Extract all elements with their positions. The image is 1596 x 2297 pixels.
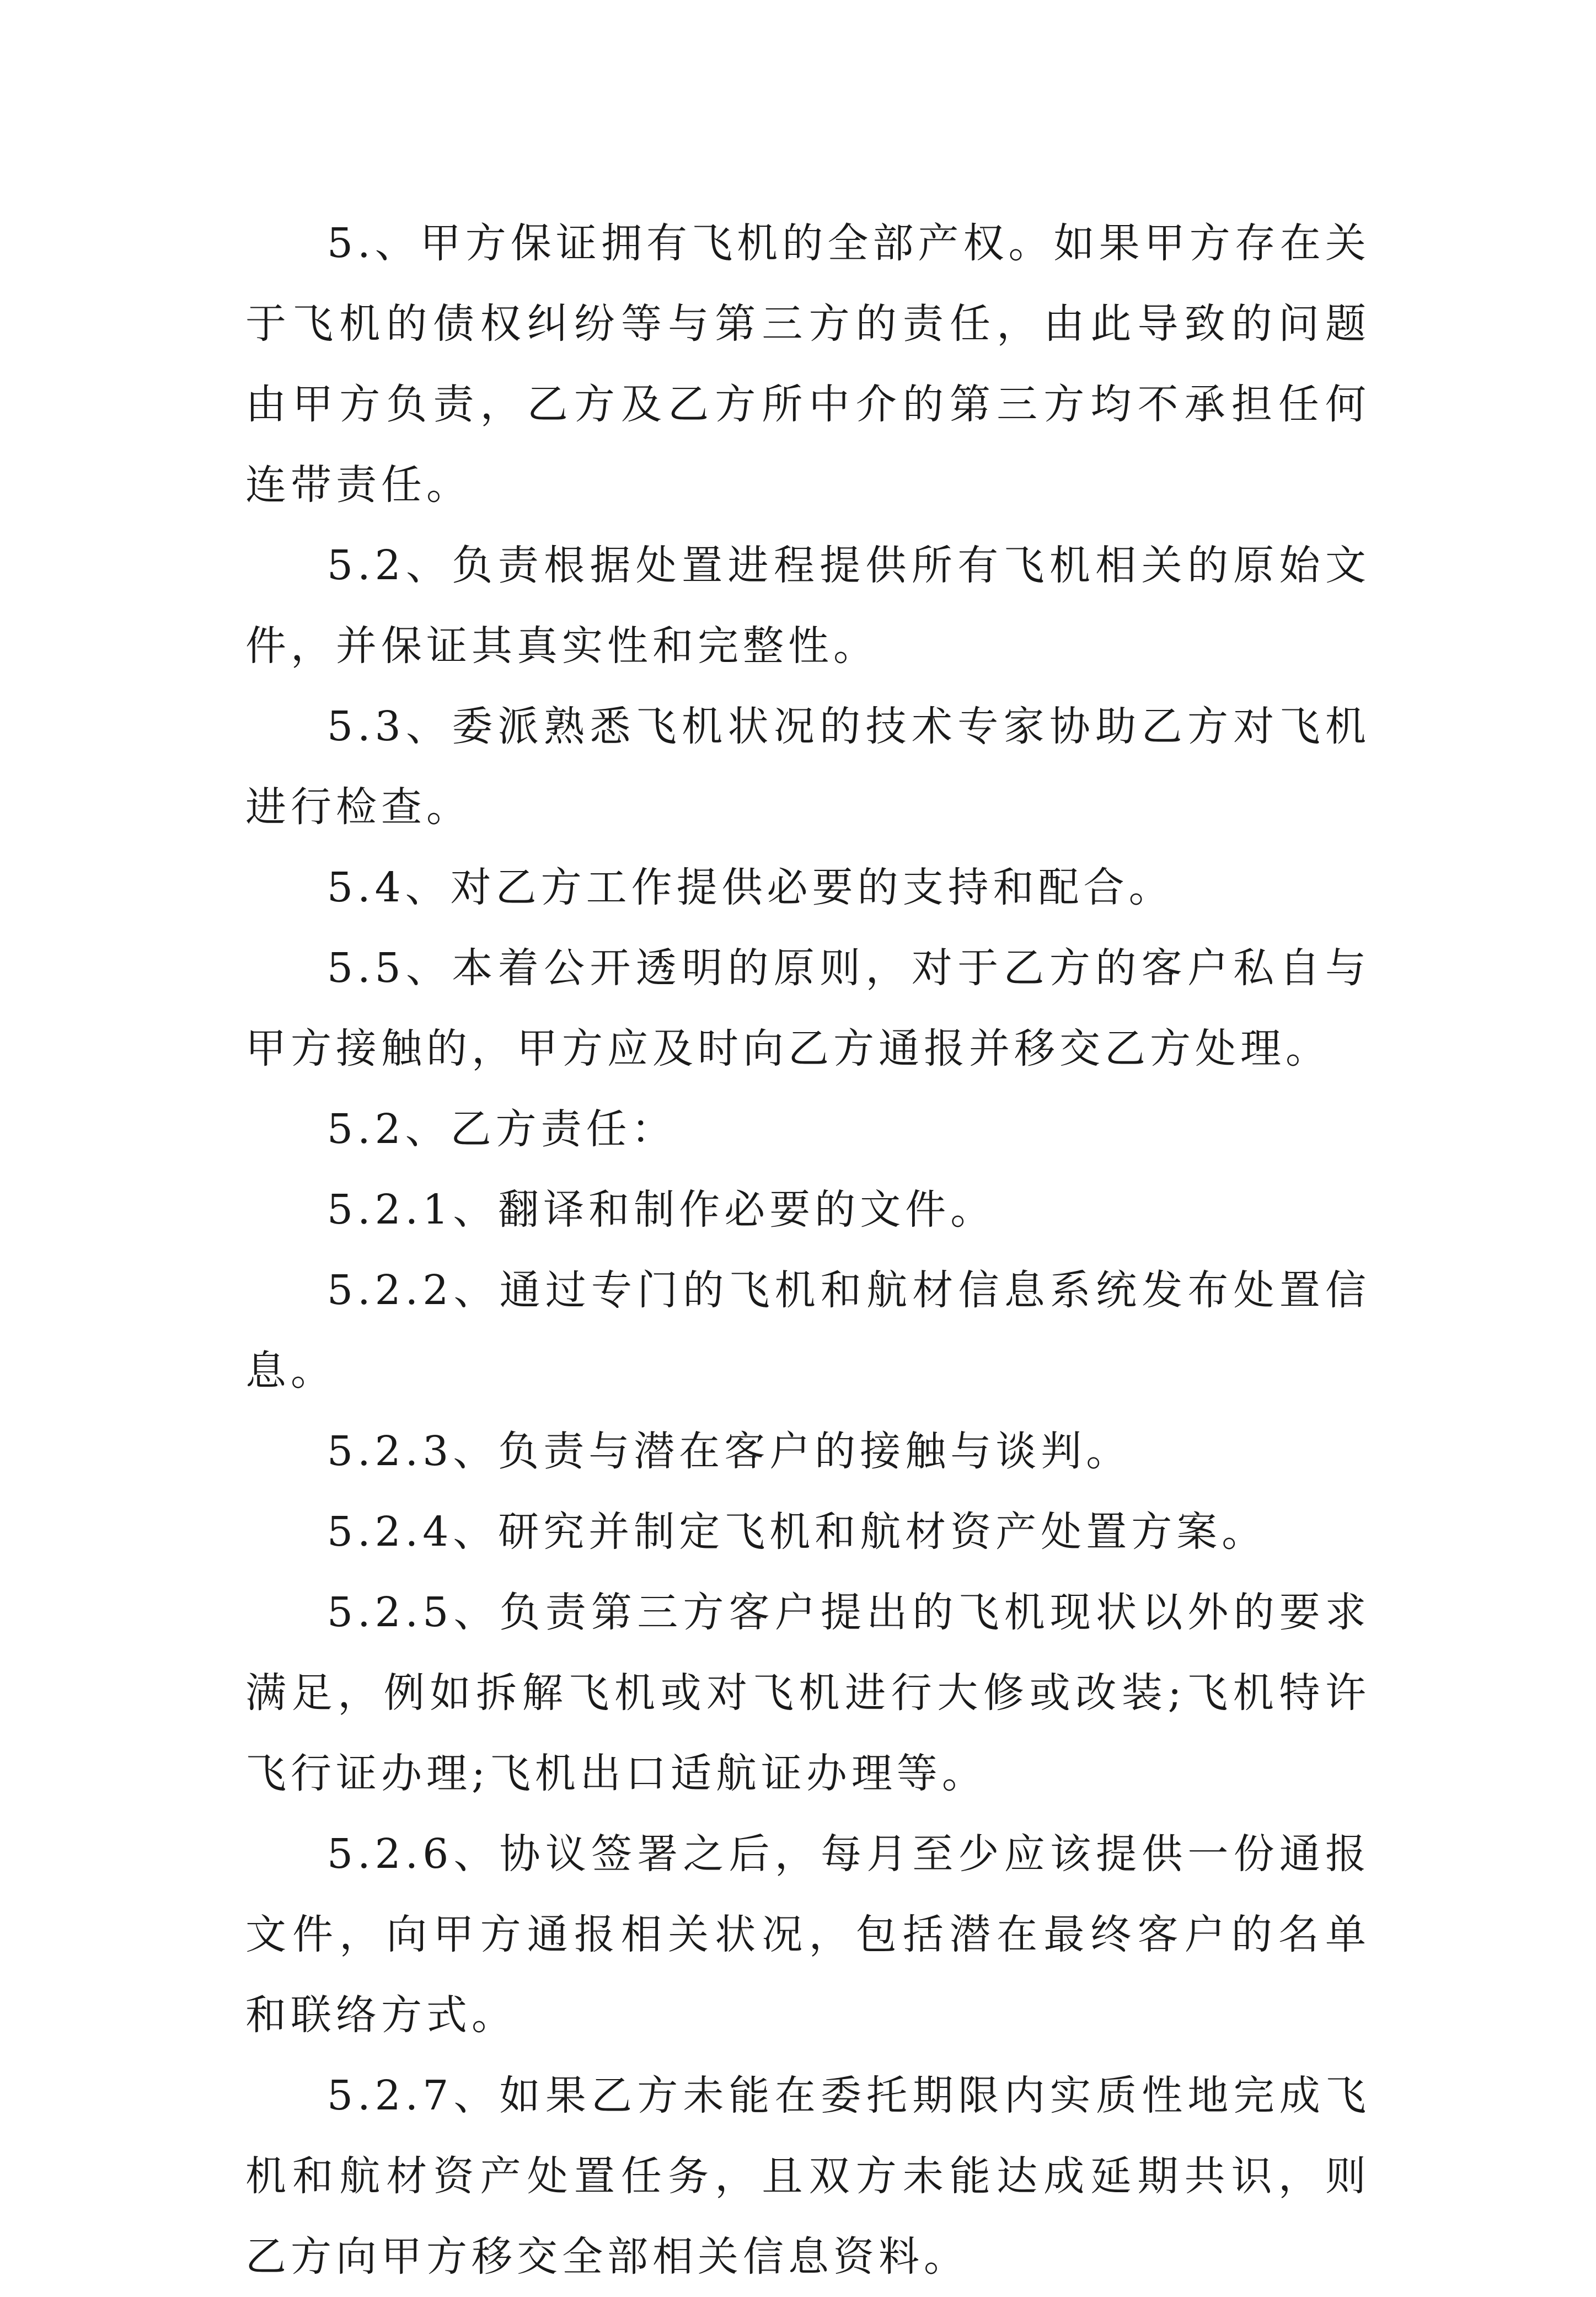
document-body xyxy=(245,203,1370,2297)
paragraph-5-2-6-monthly-report: 5.2.6、协议签署之后，每月至少应该提供一份通报文件，向甲方通报相关状况，包括潜在最终客户的名单和联络方式。 xyxy=(245,1830,1370,2039)
paragraph-5-2-original-documents: 5.2、负责根据处置进程提供所有飞机相关的原始文件，并保证其真实性和完整性。 xyxy=(245,542,1370,670)
paragraph-5-2-4-disposal-plan: 5.2.4、研究并制定飞机和航材资产处置方案。 xyxy=(327,1508,1267,1556)
section-heading-party-b-responsibility: 5.2、乙方责任： xyxy=(327,1105,677,1153)
paragraph-5-5-transparency: 5.5、本着公开透明的原则，对于乙方的客户私自与甲方接触的，甲方应及时向乙方通报并移交乙方处理。 xyxy=(245,944,1370,1072)
paragraph-5-4-support: 5.4、对乙方工作提供必要的支持和配合。 xyxy=(327,864,1174,911)
paragraph-5-3-technical-expert: 5.3、委派熟悉飞机状况的技术专家协助乙方对飞机进行检查。 xyxy=(245,703,1370,831)
paragraph-5-1-party-a-ownership: 5.、甲方保证拥有飞机的全部产权。如果甲方存在关于飞机的债权纠纷等与第三方的责任，由此导致的问题由甲方负责，乙方及乙方所中介的第三方均不承担任何连带责任。 xyxy=(245,220,1370,509)
paragraph-5-2-1-translation: 5.2.1、翻译和制作必要的文件。 xyxy=(327,1186,996,1233)
paragraph-5-2-3-negotiation: 5.2.3、负责与潜在客户的接触与谈判。 xyxy=(327,1428,1132,1475)
paragraph-5-2-5-customer-requirements: 5.2.5、负责第三方客户提出的飞机现状以外的要求满足，例如拆解飞机或对飞机进行大修或改装;飞机特许飞行证办理;飞机出口适航证办理等。 xyxy=(245,1589,1370,1797)
paragraph-5-2-2-publish-info: 5.2.2、通过专门的飞机和航材信息系统发布处置信息。 xyxy=(245,1267,1370,1395)
paragraph-5-2-7-handover: 5.2.7、如果乙方未能在委托期限内实质性地完成飞机和航材资产处置任务，且双方未能达成延期共识，则乙方向甲方移交全部相关信息资料。 xyxy=(245,2072,1370,2280)
